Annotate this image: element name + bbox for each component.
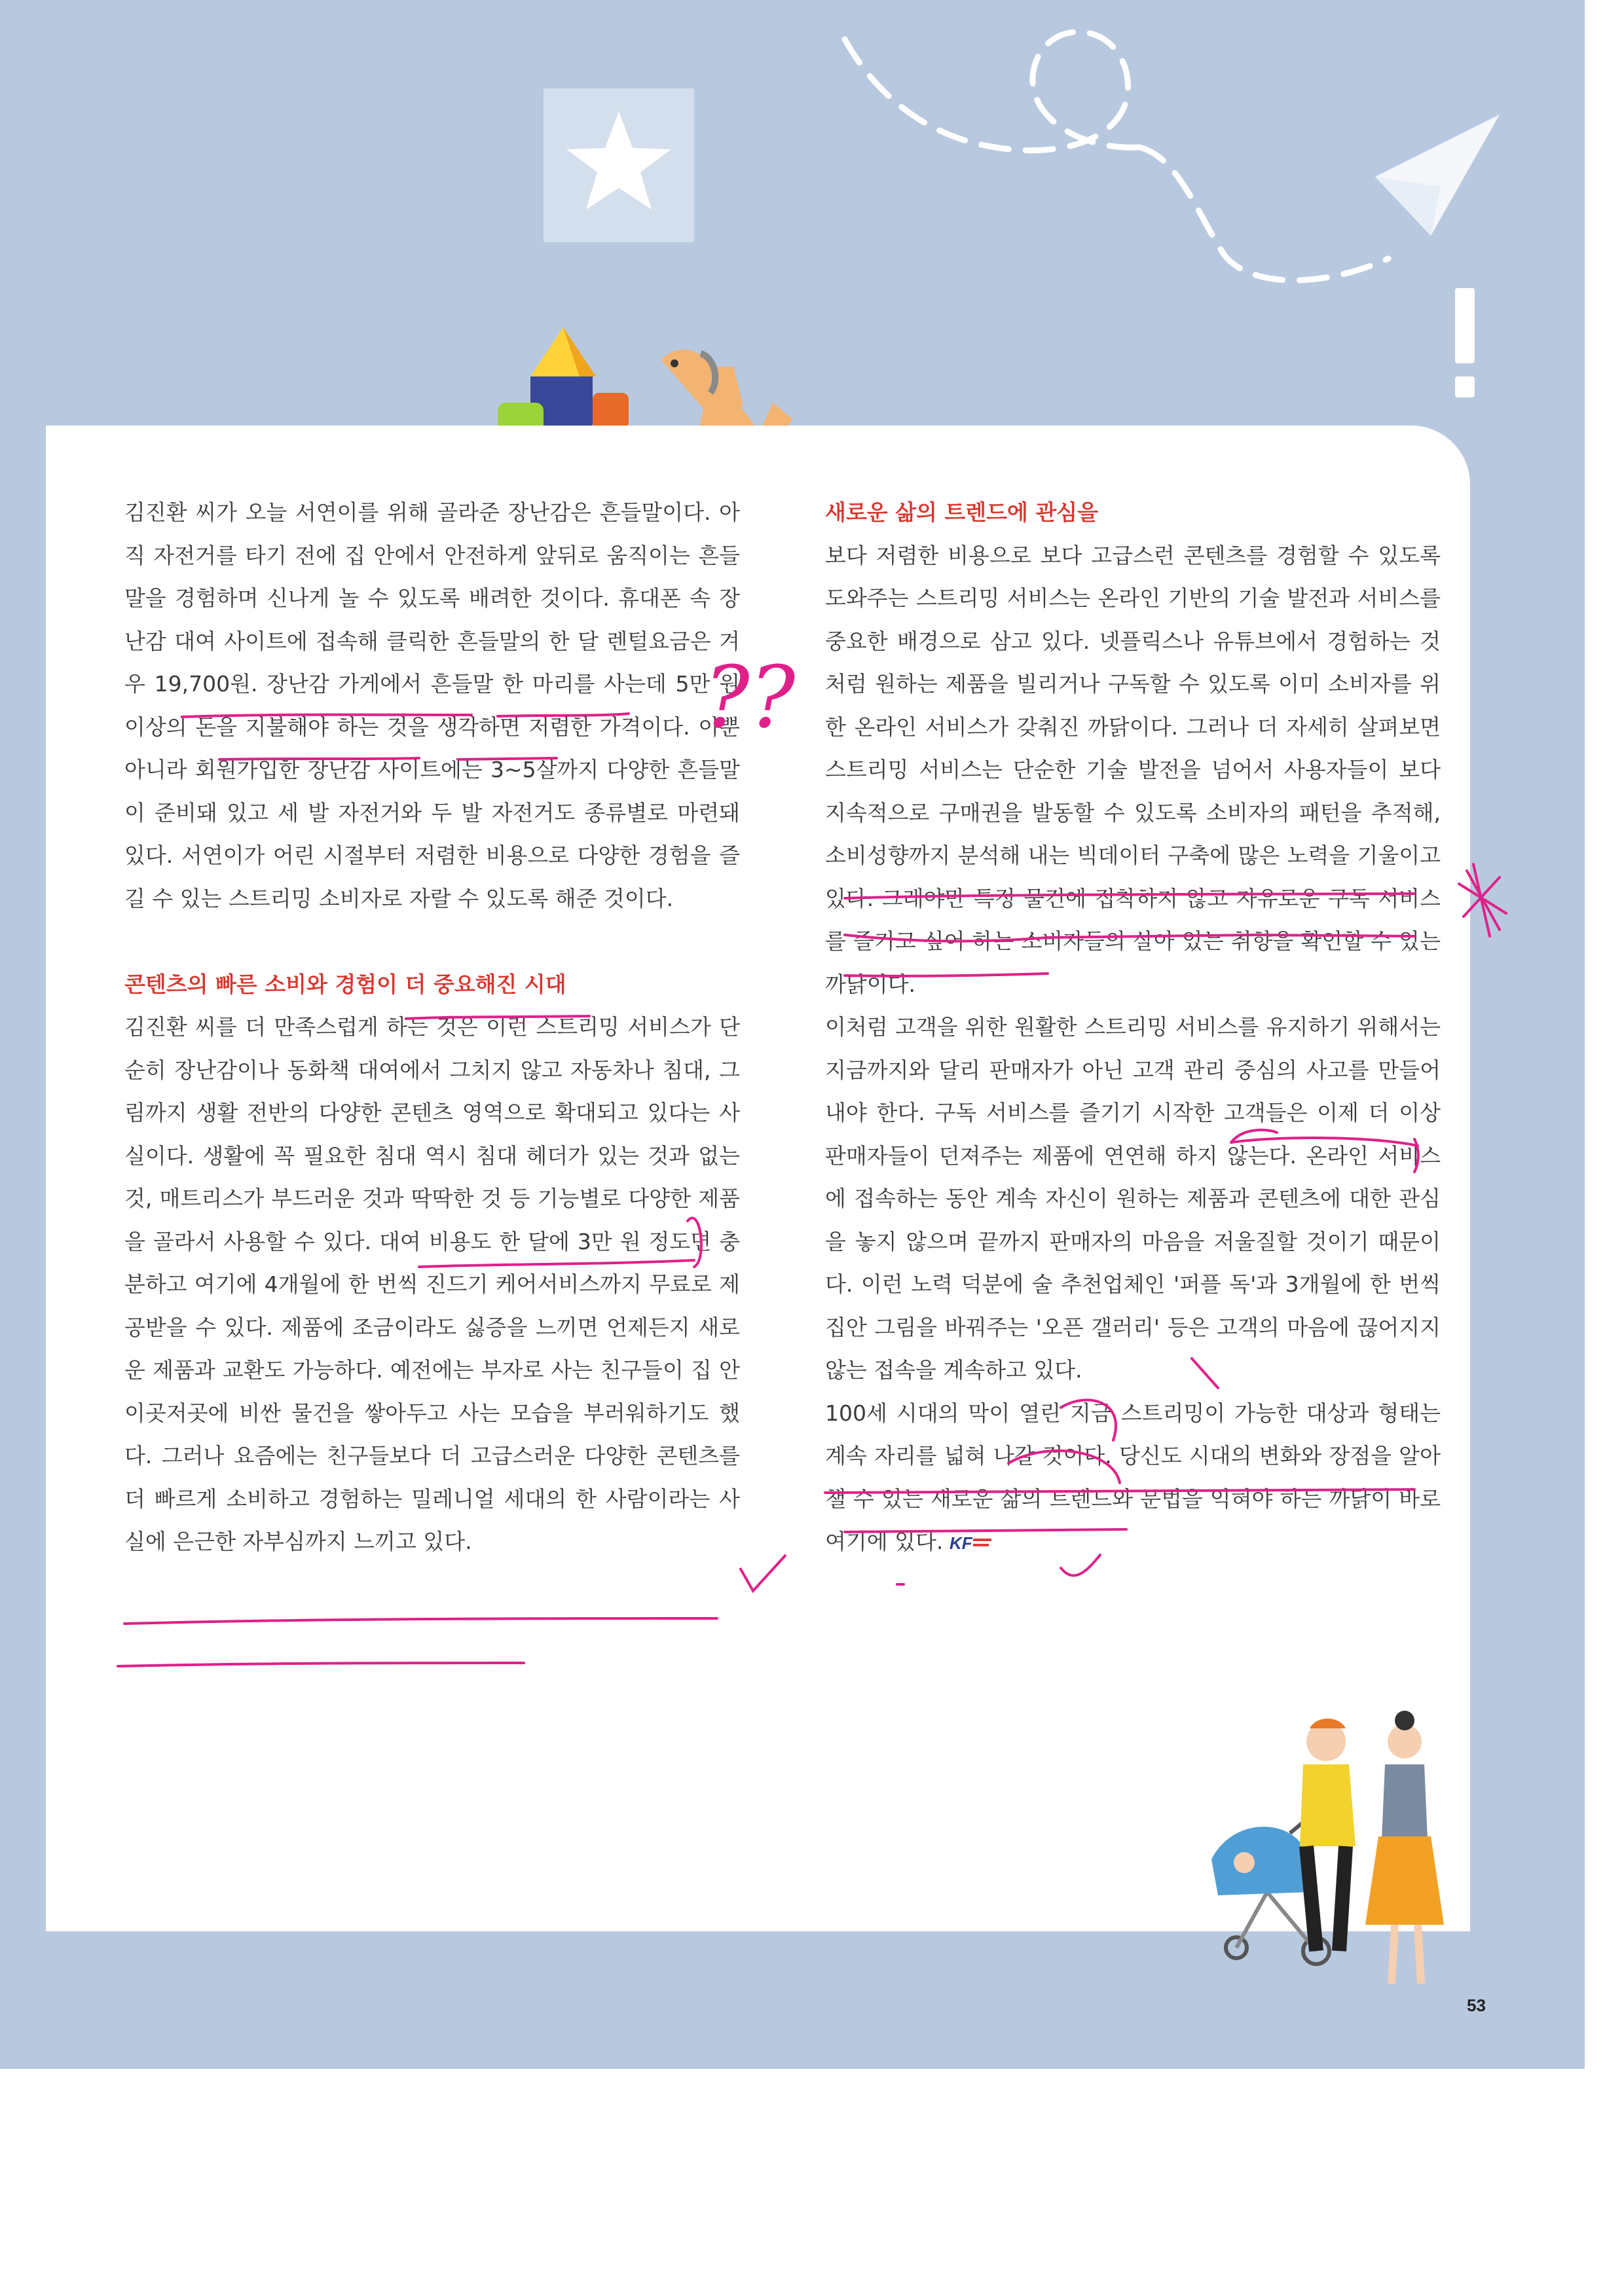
- left-column: [124, 491, 740, 1563]
- section-heading-new-life-trend: 새로운 삶의 트렌드에 관심을: [825, 500, 1099, 525]
- svg-text:KF: KF: [950, 1533, 973, 1553]
- intro-paragraph: 김진환 씨가 오늘 서연이를 위해 골라준 장난감은 흔들말이다. 아직 자전거를 타기 전에 집 안에서 안전하게 앞뒤로 움직이는 흔들말을 경험하며 신나게 놀 수 있도록 배려한 것이다. 휴대폰 속 장난감 대여 사이트에 접속해 클릭한 흔들말의 한 달 렌털요금은 겨우 19,700원. 장난감 가게에서 흔들말 한 마리를 사는데 5만 원 이상의 돈을 지불해야 하는 것을 생각하면 저렴한 가격이다. 이뿐 아니라 회원가입한 장난감 사이트에는 3~5살까지 다양한 흔들말이 준비돼 있고 세 발 자전거와 두 발 자전거도 종류별로 마련돼 있다. 서연이가 어린 시절부터 저렴한 비용으로 다양한 경험을 즐길 수 있는 스트리밍 소비자로 자랄 수 있도록 해준 것이다.: [124, 500, 740, 911]
- right-column: [825, 491, 1441, 1563]
- family-with-stroller: [1153, 1702, 1454, 2003]
- exclamation-icon: [1455, 288, 1475, 397]
- paper-plane-icon: [1375, 115, 1500, 236]
- star-icon: [566, 111, 671, 210]
- section2-paragraph-3: [825, 1392, 1441, 1563]
- section2-paragraph-3-text: 100세 시대의 막이 열린 지금 스트리밍이 가능한 대상과 형태는 계속 자리를 넓혀 나갈 것이다. 당신도 시대의 변화와 장점을 알아챌 수 있는 새로운 삶의 트렌드와 문법을 익혀야 하는 까닭이 바로 여기에 있다.: [825, 1400, 1441, 1554]
- section1-paragraph: 김진환 씨를 더 만족스럽게 하는 것은 이런 스트리밍 서비스가 단순히 장난감이나 동화책 대여에서 그치지 않고 자동차나 침대, 그림까지 생활 전반의 다양한 콘텐츠 영역으로 확대되고 있다는 사실이다. 생활에 꼭 필요한 침대 역시 침대 헤더가 있는 것과 없는 것, 매트리스가 부드러운 것과 딱딱한 것 등 기능별로 다양한 제품을 골라서 사용할 수 있다. 대여 비용도 한 달에 3만 원 정도면 충분하고 여기에 4개월에 한 번씩 진드기 케어서비스까지 무료로 제공받을 수 있다. 제품에 조금이라도 싫증을 느끼면 언제든지 새로운 제품과 교환도 가능하다. 예전에는 부자로 사는 친구들이 집 안 이곳저곳에 비싼 물건을 쌓아두고 사는 모습을 부러워하기도 했다. 그러나 요즘에는 친구들보다 더 고급스러운 다양한 콘텐츠를 더 빠르게 소비하고 경험하는 밀레니얼 세대의 한 사람이라는 사실에 은근한 자부심까지 느끼고 있다.: [124, 1014, 740, 1554]
- dashed-path: [845, 32, 1388, 280]
- kf-logo-icon: [948, 1532, 994, 1554]
- section2-paragraph-2: 이처럼 고객을 위한 원활한 스트리밍 서비스를 유지하기 위해서는 지금까지와 달리 판매자가 아닌 고객 관리 중심의 사고를 만들어내야 한다. 구독 서비스를 즐기기 시작한 고객들은 이제 더 이상 판매자들이 던져주는 제품에 연연해 하지 않는다. 온라인 서비스에 접속하는 동안 계속 자신이 원하는 제품과 콘텐츠에 대한 관심을 놓지 않으며 끝까지 판매자의 마음을 저울질할 것이기 때문이다. 이런 노력 덕분에 술 추천업체인 '퍼플 독'과 3개월에 한 번씩 집안 그림을 바꿔주는 '오픈 갤러리' 등은 고객의 마음에 끊어지지 않는 접속을 계속하고 있다.: [825, 1014, 1441, 1383]
- header-decorations: [0, 0, 1585, 498]
- section-heading-content-consumption: 콘텐츠의 빠른 소비와 경험이 더 중요해진 시대: [124, 971, 566, 997]
- page-number: 53: [1467, 1995, 1486, 2015]
- question-marks: ??: [704, 647, 796, 747]
- section2-paragraph-1: 보다 저렴한 비용으로 보다 고급스런 콘텐츠를 경험할 수 있도록 도와주는 스트리밍 서비스는 온라인 기반의 기술 발전과 서비스를 중요한 배경으로 삼고 있다. 넷플릭스나 유튜브에서 경험하는 것처럼 원하는 제품을 빌리거나 구독할 수 있도록 이미 소비자를 위한 온라인 서비스가 갖춰진 까닭이다. 그러나 더 자세히 살펴보면 스트리밍 서비스는 단순한 기술 발전을 넘어서 사용자들이 보다 지속적으로 구매권을 발동할 수 있도록 소비자의 패턴을 추적해, 소비성향까지 분석해 내는 빅데이터 구축에 많은 노력을 기울이고 있다. 그래야만 특정 물건에 집착하지 않고 자유로운 구독 서비스를 즐기고 싶어 하는 소비자들의 살아 있는 취향을 확인할 수 있는 까닭이다.: [825, 542, 1441, 997]
